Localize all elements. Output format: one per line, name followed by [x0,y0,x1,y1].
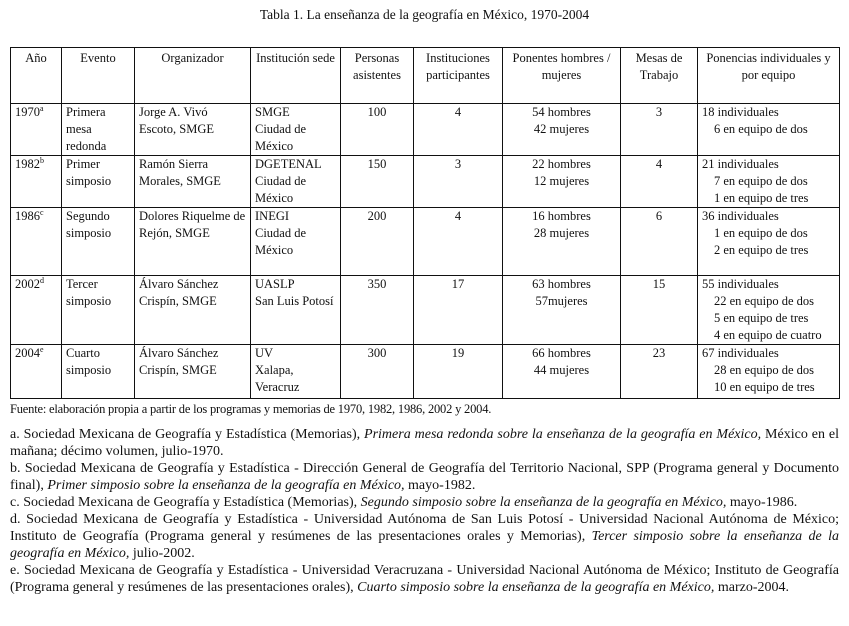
evento-cell: Primer simposio [62,156,135,208]
instituciones-cell: 17 [414,276,503,345]
year-value: 2004 [15,346,40,360]
footnote [10,426,839,460]
sede-line: SMGE [255,105,290,119]
footnote [10,562,839,596]
footnote-text: b. Sociedad Mexicana de Geografía y Estadística - Dirección General de Geografía del Territorio Nacional, SPP (Programa general y Documento final), [10,461,839,493]
footnote [10,511,839,562]
sede-line: Ciudad de México [255,226,307,257]
year-cell [11,208,62,276]
source-note: Fuente: elaboración propia a partir de los programas y memorias de 1970, 1982, 1986, 2002 y 2004. [10,402,492,416]
footnote-marker: a [40,104,44,113]
ponencias-cell [698,208,840,276]
column-header: Institución sede [251,48,341,104]
sede-line: UV [255,346,274,360]
column-header: Mesas de Trabajo [621,48,698,104]
ponencias-cell [698,104,840,156]
footnote-marker: c [40,208,44,217]
ponentes-line: 42 mujeres [533,122,590,136]
sede-line: San Luis Potosí [255,294,334,308]
ponencias-line: 21 individuales [702,157,779,171]
footnote [10,494,839,511]
footnotes [10,426,839,596]
column-header: Ponentes hombres / mujeres [503,48,621,104]
asistentes-cell: 300 [341,345,414,399]
footnote-text: e. Sociedad Mexicana de Geografía y Estadística - Universidad Veracruzana - Universidad Nacional Autónoma de México; Instituto de Geografía (Programa general y resúmenes de las presentaciones orales), [10,563,839,595]
sede-cell [251,276,341,345]
asistentes-cell: 350 [341,276,414,345]
table-row [11,156,840,208]
sede-cell [251,156,341,208]
instituciones-cell: 19 [414,345,503,399]
column-header: Ponencias individuales y por equipo [698,48,840,104]
ponencias-line: 5 en equipo de tres [714,311,809,325]
organizador-cell: Álvaro Sánchez Crispín, SMGE [135,276,251,345]
sede-line: DGETENAL [255,157,322,171]
ponencias-line: 28 en equipo de dos [714,363,814,377]
instituciones-cell: 3 [414,156,503,208]
sede-line: UASLP [255,277,295,291]
sede-line: INEGI [255,209,290,223]
footnote-marker: d [40,276,44,285]
footnote-text: a. Sociedad Mexicana de Geografía y Estadística (Memorias), [10,427,365,442]
ponencias-line: 4 en equipo de cuatro [714,328,822,342]
year-value: 2002 [15,277,40,291]
footnote-text: México en el mañana; décimo volumen, julio-1970. [10,427,839,459]
footnote [10,460,839,494]
footnote-marker: e [40,345,44,354]
sede-line: Ciudad de México [255,122,307,153]
events-table [10,47,840,399]
asistentes-cell: 200 [341,208,414,276]
sede-line: Ciudad de México [255,174,307,205]
column-header: Personas asistentes [341,48,414,104]
ponencias-line: 10 en equipo de tres [714,380,815,394]
instituciones-cell: 4 [414,104,503,156]
column-header: Instituciones participantes [414,48,503,104]
footnote-text: Cuarto simposio sobre la enseñanza de la geografía en México, [357,580,715,595]
table-row [11,208,840,276]
ponencias-line: 18 individuales [702,105,779,119]
ponentes-line: 57mujeres [535,294,588,308]
footnote-text: julio-2002. [129,546,195,561]
ponentes-cell [503,345,621,399]
ponentes-line: 44 mujeres [533,363,590,377]
header-row [11,48,840,104]
footnote-text: Segundo simposio sobre la enseñanza de la geografía en México, [360,495,727,510]
footnote-text: Primer simposio sobre la enseñanza de la geografía en México, [47,478,405,493]
table-title: Tabla 1. La enseñanza de la geografía en México, 1970-2004 [259,7,590,22]
ponentes-line: 12 mujeres [533,174,590,188]
year-cell [11,104,62,156]
ponencias-line: 55 individuales [702,277,779,291]
sede-line: Xalapa, Veracruz [255,363,300,394]
evento-cell: Primera mesa redonda [62,104,135,156]
column-header: Organizador [135,48,251,104]
column-header: Año [11,48,62,104]
asistentes-cell: 150 [341,156,414,208]
evento-cell: Segundo simposio [62,208,135,276]
sede-cell [251,208,341,276]
footnote-marker: b [40,156,44,165]
ponentes-line: 22 hombres [532,157,591,171]
year-value: 1986 [15,209,40,223]
ponencias-line: 36 individuales [702,209,779,223]
organizador-cell: Ramón Sierra Morales, SMGE [135,156,251,208]
ponencias-cell [698,345,840,399]
ponencias-line: 1 en equipo de dos [714,226,808,240]
ponencias-line: 2 en equipo de tres [714,243,809,257]
year-cell [11,276,62,345]
mesas-cell: 23 [621,345,698,399]
table-row [11,345,840,399]
ponencias-cell [698,276,840,345]
evento-cell: Tercer simposio [62,276,135,345]
footnote-text: d. Sociedad Mexicana de Geografía y Estadística - Universidad Autónoma de San Luis Potosí - Universidad Nacional Autónoma de México; Instituto de Geografía (Programa general y resúmenes de las presentaciones orales y Memorias), [10,512,839,544]
ponentes-line: 63 hombres [532,277,591,291]
footnote-text: mayo-1986. [726,495,798,510]
footnote-text: marzo-2004. [714,580,790,595]
asistentes-cell: 100 [341,104,414,156]
footnote-text: Tercer simposio sobre la enseñanza de la geografía en México, [10,529,839,561]
evento-cell: Cuarto simposio [62,345,135,399]
ponencias-line: 67 individuales [702,346,779,360]
ponentes-cell [503,208,621,276]
ponencias-line: 7 en equipo de dos [714,174,808,188]
table-row [11,104,840,156]
year-value: 1982 [15,157,40,171]
instituciones-cell: 4 [414,208,503,276]
organizador-cell: Jorge A. Vivó Escoto, SMGE [135,104,251,156]
year-cell [11,156,62,208]
ponencias-line: 22 en equipo de dos [714,294,814,308]
ponencias-line: 1 en equipo de tres [714,191,809,205]
year-cell [11,345,62,399]
ponentes-cell [503,156,621,208]
ponentes-cell [503,276,621,345]
column-header: Evento [62,48,135,104]
footnote-text: Primera mesa redonda sobre la enseñanza de la geografía en México, [364,427,762,442]
footnote-text: c. Sociedad Mexicana de Geografía y Estadística (Memorias), [10,495,361,510]
year-value: 1970 [15,105,40,119]
organizador-cell: Dolores Riquelme de Rejón, SMGE [135,208,251,276]
ponencias-line: 6 en equipo de dos [714,122,808,136]
sede-cell [251,104,341,156]
ponentes-line: 54 hombres [532,105,591,119]
ponencias-cell [698,156,840,208]
mesas-cell: 6 [621,208,698,276]
ponentes-cell [503,104,621,156]
table-row [11,276,840,345]
organizador-cell: Álvaro Sánchez Crispín, SMGE [135,345,251,399]
ponentes-line: 66 hombres [532,346,591,360]
ponentes-line: 28 mujeres [533,226,590,240]
ponentes-line: 16 hombres [532,209,591,223]
table-body [11,104,840,399]
sede-cell [251,345,341,399]
mesas-cell: 4 [621,156,698,208]
mesas-cell: 3 [621,104,698,156]
footnote-text: mayo-1982. [404,478,476,493]
mesas-cell: 15 [621,276,698,345]
